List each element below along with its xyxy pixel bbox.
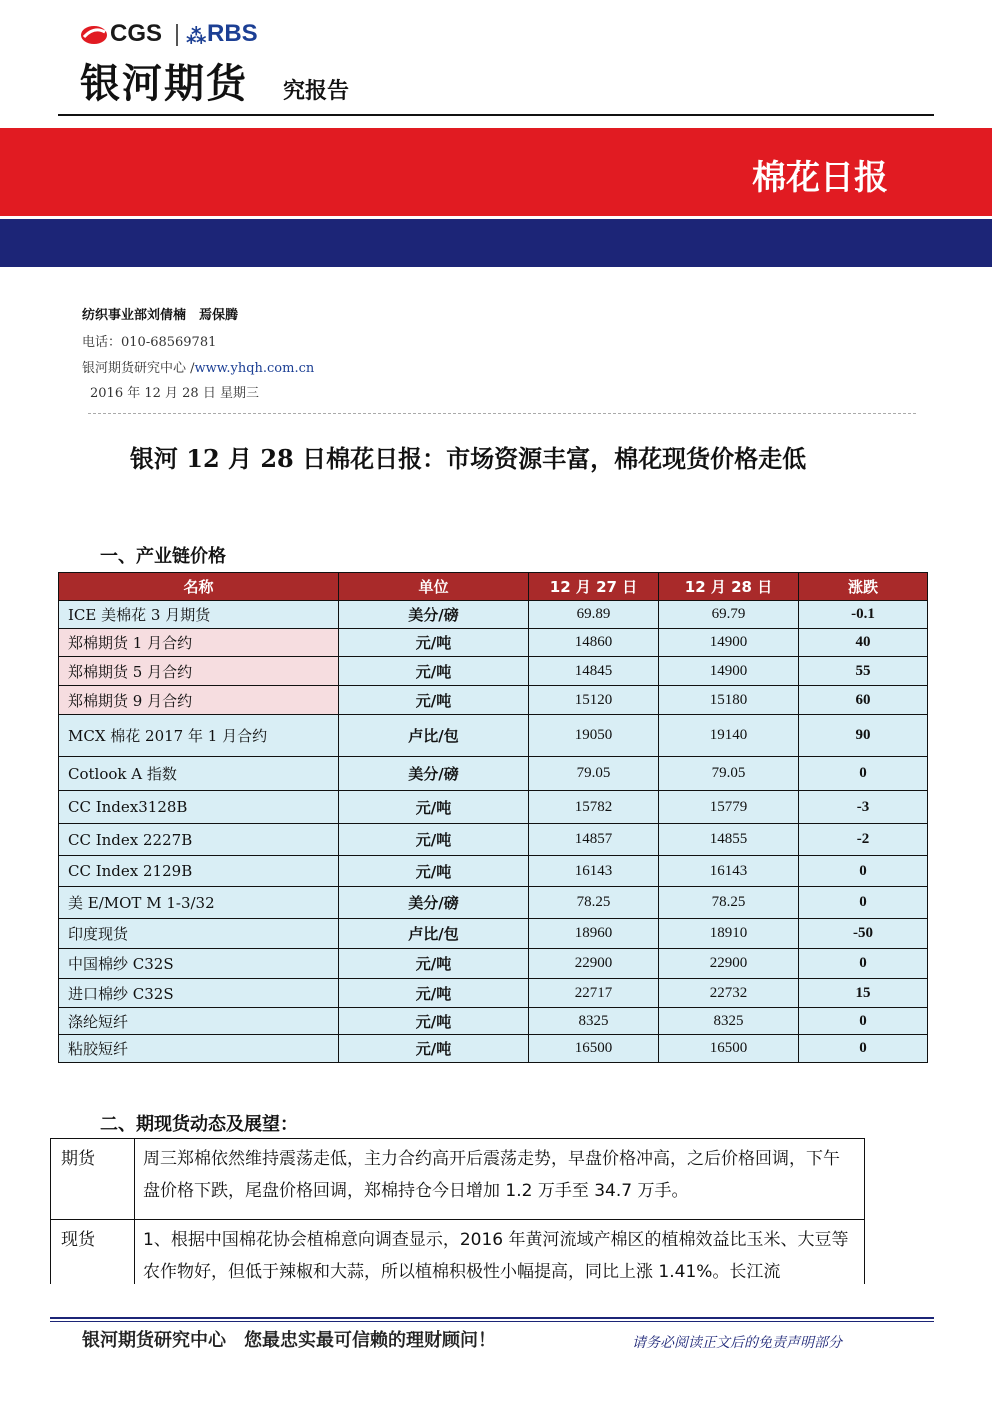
rbs-logo-icon: ⁂ <box>186 24 207 48</box>
row-dec27: 18960 <box>529 919 659 949</box>
row-change: 90 <box>799 715 928 757</box>
website-link[interactable]: www.yhqh.com.cn <box>194 361 315 376</box>
row-unit: 美分/磅 <box>339 887 529 919</box>
row-dec27: 15782 <box>529 791 659 824</box>
row-dec28: 22900 <box>659 949 799 979</box>
row-dec27: 14857 <box>529 824 659 856</box>
row-change: 0 <box>799 887 928 919</box>
spot-text: 1、根据中国棉花协会植棉意向调查显示，2016 年黄河流域产棉区的植棉效益比玉米、大豆等农作物好，但低于辣椒和大蒜，所以植棉积极性小幅提高，同比上涨 1.41%。长江流 <box>135 1220 865 1285</box>
row-dec28: 14900 <box>659 657 799 686</box>
row-unit: 元/吨 <box>339 1008 529 1035</box>
price-table <box>58 572 928 1063</box>
row-unit: 元/吨 <box>339 824 529 856</box>
table-row <box>59 757 928 791</box>
row-dec27: 69.89 <box>529 601 659 629</box>
table-row <box>59 791 928 824</box>
row-change: -50 <box>799 919 928 949</box>
footer-disclaimer: 请务必阅读正文后的免责声明部分 <box>632 1335 842 1351</box>
footer-rule <box>50 1317 934 1319</box>
table-row <box>59 686 928 715</box>
col-header-change: 涨跌 <box>799 573 928 601</box>
row-dec28: 8325 <box>659 1008 799 1035</box>
row-name: 涤纶短纤 <box>59 1008 339 1035</box>
outlook-row-futures <box>51 1139 865 1220</box>
row-dec27: 14845 <box>529 657 659 686</box>
row-dec27: 14860 <box>529 629 659 657</box>
cgs-logo-icon <box>80 24 108 46</box>
row-name: 进口棉纱 C32S <box>59 979 339 1008</box>
row-unit: 卢比/包 <box>339 715 529 757</box>
row-change: 0 <box>799 856 928 887</box>
row-name: 郑棉期货 1 月合约 <box>59 629 339 657</box>
row-name: CC Index 2129B <box>59 856 339 887</box>
logo-cgs-text: CGS <box>110 20 163 47</box>
row-change: 0 <box>799 949 928 979</box>
logo-rbs-text: RBS <box>207 20 258 47</box>
row-dec28: 14855 <box>659 824 799 856</box>
row-dec27: 16500 <box>529 1035 659 1063</box>
col-header-unit: 单位 <box>339 573 529 601</box>
table-row <box>59 949 928 979</box>
row-change: 40 <box>799 629 928 657</box>
row-dec28: 22732 <box>659 979 799 1008</box>
row-dec27: 22717 <box>529 979 659 1008</box>
band-title: 棉花日报 <box>752 158 888 198</box>
table-row <box>59 657 928 686</box>
table-row <box>59 1035 928 1063</box>
row-unit: 元/吨 <box>339 1035 529 1063</box>
report-type: 究报告 <box>283 79 350 104</box>
row-unit: 元/吨 <box>339 979 529 1008</box>
row-change: -3 <box>799 791 928 824</box>
col-header-dec28: 12 月 28 日 <box>659 573 799 601</box>
table-row <box>59 629 928 657</box>
row-unit: 美分/磅 <box>339 757 529 791</box>
row-dec28: 78.25 <box>659 887 799 919</box>
col-header-name: 名称 <box>59 573 339 601</box>
row-change: 60 <box>799 686 928 715</box>
row-change: 15 <box>799 979 928 1008</box>
main-title-wrap <box>0 439 992 474</box>
table-row <box>59 1008 928 1035</box>
row-dec27: 19050 <box>529 715 659 757</box>
row-change: 0 <box>799 1008 928 1035</box>
research-center-line <box>82 357 314 376</box>
row-change: 0 <box>799 757 928 791</box>
table-row <box>59 856 928 887</box>
table-row <box>59 824 928 856</box>
logo-divider <box>176 24 178 46</box>
row-name: ICE 美棉花 3 月期货 <box>59 601 339 629</box>
row-name: Cotlook A 指数 <box>59 757 339 791</box>
row-name: 印度现货 <box>59 919 339 949</box>
row-dec27: 8325 <box>529 1008 659 1035</box>
row-dec28: 69.79 <box>659 601 799 629</box>
row-change: 55 <box>799 657 928 686</box>
row-name: CC Index 2227B <box>59 824 339 856</box>
table-row <box>59 887 928 919</box>
row-unit: 卢比/包 <box>339 919 529 949</box>
main-title: 银河 12 月 28 日棉花日报：市场资源丰富，棉花现货价格走低 <box>129 444 807 473</box>
row-dec28: 16500 <box>659 1035 799 1063</box>
row-name: CC Index3128B <box>59 791 339 824</box>
row-dec27: 16143 <box>529 856 659 887</box>
brand-name: 银河期货 <box>80 61 248 107</box>
row-name: MCX 棉花 2017 年 1 月合约 <box>59 715 339 757</box>
futures-text: 周三郑棉依然维持震荡走低，主力合约高开后震荡走势，早盘价格冲高，之后价格回调，下午盘价格下跌，尾盘价格回调，郑棉持仓今日增加 1.2 万手至 34.7 万手。 <box>135 1139 865 1220</box>
table-row <box>59 979 928 1008</box>
row-dec27: 79.05 <box>529 757 659 791</box>
row-name: 美 E/MOT M 1-3/32 <box>59 887 339 919</box>
header-rule <box>58 114 934 116</box>
section-title-prices: 一、产业链价格 <box>100 546 226 567</box>
row-dec27: 78.25 <box>529 887 659 919</box>
dashed-divider <box>88 413 916 414</box>
row-dec28: 15779 <box>659 791 799 824</box>
report-date: 2016 年 12 月 28 日 星期三 <box>90 386 259 401</box>
outlook-table <box>50 1138 865 1284</box>
outlook-table-wrap <box>50 1138 866 1284</box>
row-unit: 元/吨 <box>339 629 529 657</box>
row-dec28: 79.05 <box>659 757 799 791</box>
table-row <box>59 919 928 949</box>
row-dec28: 19140 <box>659 715 799 757</box>
row-name: 郑棉期货 9 月合约 <box>59 686 339 715</box>
row-unit: 元/吨 <box>339 686 529 715</box>
footer-slogan: 银河期货研究中心 您最忠实最可信赖的理财顾问！ <box>82 1330 496 1351</box>
row-name: 郑棉期货 5 月合约 <box>59 657 339 686</box>
row-unit: 元/吨 <box>339 949 529 979</box>
row-unit: 元/吨 <box>339 657 529 686</box>
navy-band <box>0 219 992 267</box>
row-dec28: 16143 <box>659 856 799 887</box>
row-change: -2 <box>799 824 928 856</box>
col-header-dec27: 12 月 27 日 <box>529 573 659 601</box>
row-unit: 美分/磅 <box>339 601 529 629</box>
row-dec28: 15180 <box>659 686 799 715</box>
author-names: 纺织事业部刘倩楠 焉保腾 <box>82 308 239 323</box>
footer-rule-thin <box>50 1321 934 1322</box>
row-dec27: 22900 <box>529 949 659 979</box>
row-name: 粘胶短纤 <box>59 1035 339 1063</box>
author-phone: 电话：010-68569781 <box>82 335 217 350</box>
row-unit: 元/吨 <box>339 791 529 824</box>
table-row <box>59 715 928 757</box>
table-row <box>59 601 928 629</box>
row-change: -0.1 <box>799 601 928 629</box>
row-name: 中国棉纱 C32S <box>59 949 339 979</box>
outlook-row-spot <box>51 1220 865 1285</box>
price-table-header <box>59 573 928 601</box>
row-dec27: 15120 <box>529 686 659 715</box>
research-center-label: 银河期货研究中心 / <box>82 361 195 376</box>
futures-label: 期货 <box>51 1139 135 1220</box>
row-unit: 元/吨 <box>339 856 529 887</box>
section-title-outlook: 二、期现货动态及展望： <box>100 1114 298 1135</box>
row-dec28: 14900 <box>659 629 799 657</box>
row-dec28: 18910 <box>659 919 799 949</box>
row-change: 0 <box>799 1035 928 1063</box>
spot-label: 现货 <box>51 1220 135 1285</box>
